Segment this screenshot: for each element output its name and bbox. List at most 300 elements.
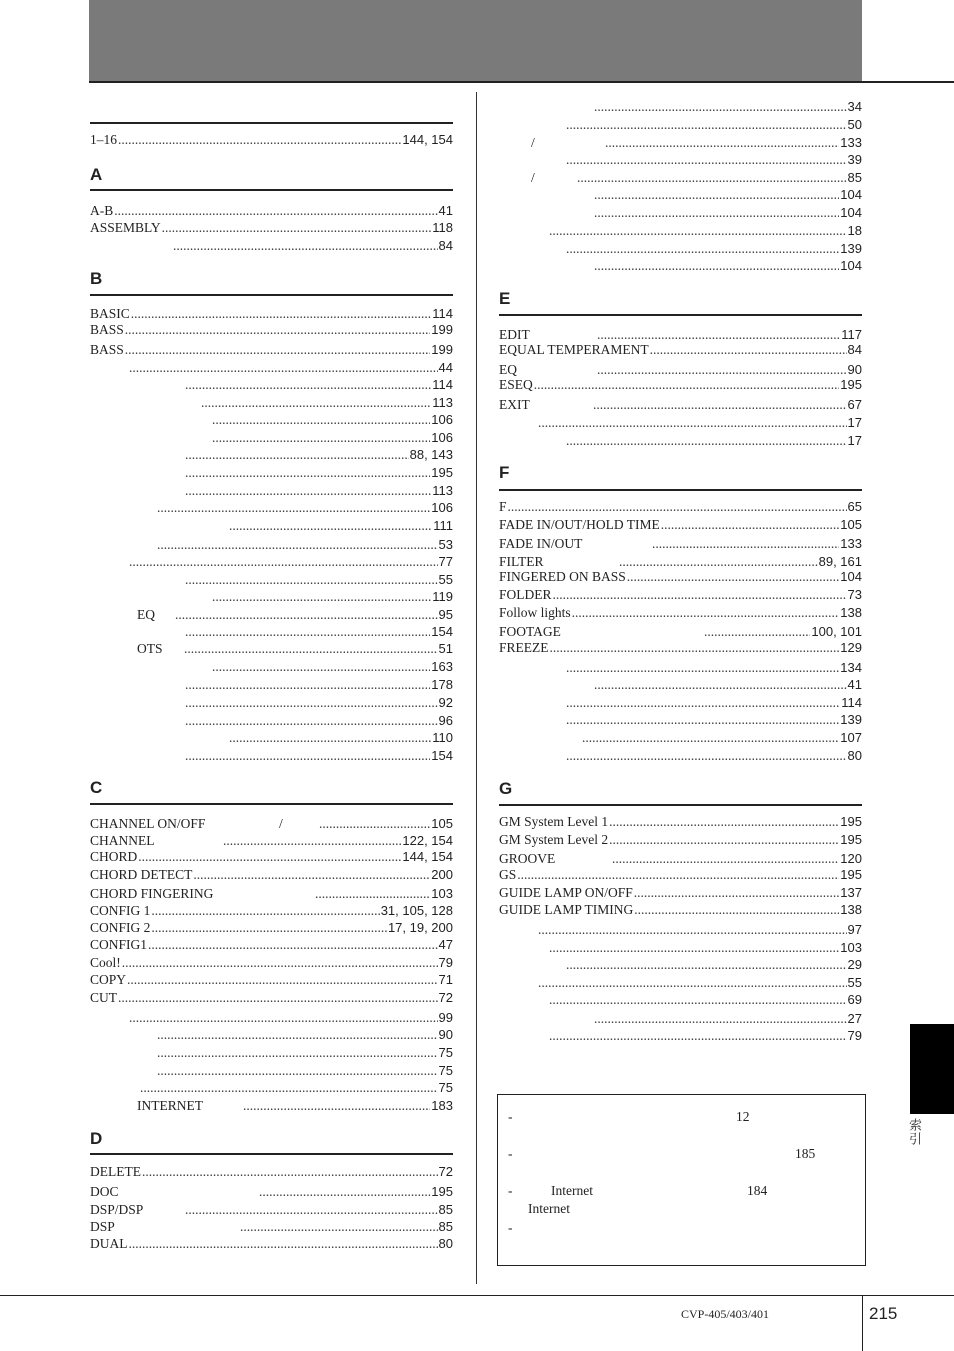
index-term: CHANNEL ON/OFF <box>90 816 206 831</box>
leader-dots <box>173 237 438 254</box>
index-entry <box>593 186 862 203</box>
index-term: FOOTAGE <box>499 624 561 639</box>
index-term: EDIT <box>499 327 530 342</box>
section-letter: G <box>499 779 513 798</box>
index-term: GS <box>499 867 517 882</box>
index-page-ref: 53 <box>438 537 453 552</box>
index-entry <box>499 884 862 901</box>
index-term: CHORD <box>90 849 138 864</box>
section-letter: D <box>90 1129 103 1148</box>
index-entry <box>211 658 453 675</box>
index-entry <box>184 571 453 588</box>
index-page-ref: 84 <box>847 342 862 357</box>
index-entry <box>499 376 862 393</box>
index-term: FOLDER <box>499 587 552 602</box>
index-page-ref: 104 <box>840 258 862 273</box>
index-page-ref: 41 <box>438 203 453 218</box>
leader-dots <box>577 169 847 186</box>
leader-dots <box>319 815 430 832</box>
index-page-ref: 97 <box>847 922 862 937</box>
leader-dots <box>582 729 839 746</box>
leader-dots <box>549 1027 847 1044</box>
index-page-ref: 79 <box>847 1028 862 1043</box>
index-term: OTS <box>137 641 163 656</box>
index-page-ref: 183 <box>431 1098 453 1113</box>
index-page-ref: 139 <box>840 712 862 727</box>
index-page-ref: 154 <box>431 748 453 763</box>
index-page-ref: 90 <box>847 362 862 377</box>
leader-dots <box>593 396 847 413</box>
index-page-ref: 144, 154 <box>402 132 453 147</box>
leader-dots <box>129 1235 438 1252</box>
note-line <box>508 1220 513 1236</box>
leader-dots <box>185 712 438 729</box>
index-page-ref: 73 <box>847 587 862 602</box>
leader-dots <box>162 219 432 236</box>
index-entry <box>499 535 862 552</box>
index-entry <box>499 604 862 621</box>
index-page-ref: 110 <box>432 730 453 745</box>
leader-dots <box>538 921 847 938</box>
index-entry <box>548 222 862 239</box>
index-term: CHANNEL <box>90 833 155 848</box>
footer-page-number: 215 <box>869 1304 898 1323</box>
index-entry <box>565 659 862 676</box>
index-entry <box>593 204 862 221</box>
leader-dots <box>661 516 840 533</box>
section-rule <box>499 314 862 316</box>
index-entry <box>565 694 862 711</box>
section-letter: B <box>90 269 103 288</box>
index-term: GM System Level 1 <box>499 814 609 829</box>
leader-dots <box>131 305 432 322</box>
index-entry <box>156 1044 453 1061</box>
index-page-ref: 50 <box>847 117 862 132</box>
index-entry <box>90 1218 453 1235</box>
note-bullet: - <box>508 1183 513 1198</box>
leader-dots <box>566 747 847 764</box>
index-page-ref: 47 <box>438 937 453 952</box>
note-internet-label: Internet <box>551 1183 593 1198</box>
index-term: CUT <box>90 990 117 1005</box>
leader-dots <box>148 936 438 953</box>
leader-dots <box>125 321 431 338</box>
index-entry <box>499 901 862 918</box>
leader-dots <box>151 919 387 936</box>
note-page-ref: 185 <box>795 1146 816 1161</box>
leader-dots <box>550 639 840 656</box>
leader-dots <box>240 1218 438 1235</box>
leader-dots <box>553 586 847 603</box>
index-page-ref: 90 <box>438 1027 453 1042</box>
index-entry <box>499 831 862 848</box>
leader-dots <box>566 956 847 973</box>
index-entry <box>184 482 453 499</box>
leader-dots <box>609 831 839 848</box>
leader-dots <box>612 850 839 867</box>
index-page-ref: 107 <box>840 730 862 745</box>
leader-dots <box>129 1009 438 1026</box>
section-rule <box>90 122 453 124</box>
footer-rule <box>0 1295 954 1296</box>
index-term: EXIT <box>499 397 530 412</box>
index-term: FINGERED ON BASS <box>499 569 626 584</box>
index-entry <box>137 606 453 623</box>
index-term: EQ <box>137 607 155 622</box>
index-entry <box>565 240 862 257</box>
leader-dots <box>594 1010 847 1027</box>
index-entry <box>565 116 862 133</box>
index-entry <box>499 586 862 603</box>
index-entry <box>90 1163 453 1180</box>
index-term: GUIDE LAMP TIMING <box>499 902 634 917</box>
index-entry <box>211 429 453 446</box>
index-term: Cool! <box>90 955 121 970</box>
index-page-ref: 51 <box>438 641 453 656</box>
index-entry <box>184 712 453 729</box>
index-page-ref: 195 <box>431 465 453 480</box>
index-page-ref: 96 <box>438 713 453 728</box>
leader-dots <box>142 1163 438 1180</box>
index-entry <box>90 1235 453 1252</box>
index-page-ref: 199 <box>431 342 453 357</box>
index-entry <box>90 815 453 832</box>
index-term: INTERNET <box>137 1098 203 1113</box>
index-term: Follow lights <box>499 605 571 620</box>
index-entry <box>211 588 453 605</box>
index-page-ref: 75 <box>438 1045 453 1060</box>
index-term: A-B <box>90 203 114 218</box>
index-entry <box>184 376 453 393</box>
index-term: CONFIG 2 <box>90 920 151 935</box>
leader-dots <box>229 729 431 746</box>
index-term: GROOVE <box>499 851 556 866</box>
leader-dots <box>243 1097 430 1114</box>
index-entry <box>90 919 453 936</box>
index-page-ref: 133 <box>840 135 862 150</box>
index-page-ref: 113 <box>432 483 453 498</box>
leader-dots <box>185 1201 438 1218</box>
index-entry <box>499 498 862 515</box>
leader-dots <box>594 204 839 221</box>
leader-dots <box>212 588 431 605</box>
index-term: 1–16 <box>90 132 117 147</box>
index-entry <box>90 885 453 902</box>
leader-dots <box>185 464 430 481</box>
index-entry <box>499 341 862 358</box>
leader-dots <box>185 571 438 588</box>
index-entry <box>90 202 453 219</box>
index-term: CONFIG1 <box>90 937 148 952</box>
index-term: DOC <box>90 1184 119 1199</box>
index-entry <box>581 729 862 746</box>
section-letter: A <box>90 165 103 184</box>
index-entry <box>228 729 453 746</box>
section-letter: F <box>499 463 510 482</box>
index-entry <box>499 568 862 585</box>
index-page-ref: 104 <box>840 205 862 220</box>
index-page-ref: 134 <box>840 660 862 675</box>
leader-dots <box>118 131 401 148</box>
index-entry <box>499 866 862 883</box>
index-entry <box>593 98 862 115</box>
index-page-ref: 17 <box>847 433 862 448</box>
leader-dots <box>566 694 840 711</box>
index-page-ref: 195 <box>840 377 862 392</box>
index-page-ref: 80 <box>847 748 862 763</box>
index-entry <box>90 954 453 971</box>
leader-dots <box>549 939 839 956</box>
header-rule <box>89 81 954 83</box>
index-entry <box>499 396 862 413</box>
index-entry <box>531 134 862 151</box>
leader-dots <box>609 813 839 830</box>
leader-dots <box>114 202 437 219</box>
leader-dots <box>534 376 840 393</box>
leader-dots <box>566 711 839 728</box>
index-page-ref: 114 <box>432 306 453 321</box>
index-page-ref: 85 <box>438 1202 453 1217</box>
leader-dots <box>594 257 839 274</box>
leader-dots <box>157 499 430 516</box>
index-page-ref: 72 <box>438 990 453 1005</box>
index-term: FADE IN/OUT <box>499 536 583 551</box>
index-page-ref: 79 <box>438 955 453 970</box>
index-entry <box>90 219 453 236</box>
index-page-ref: 106 <box>431 500 453 515</box>
index-entry <box>90 341 453 358</box>
index-page-ref: 138 <box>840 902 862 917</box>
index-entry <box>90 936 453 953</box>
leader-dots <box>212 429 430 446</box>
index-page-ref: 17 <box>847 415 862 430</box>
index-entry <box>565 432 862 449</box>
section-letter: C <box>90 778 103 797</box>
index-entry <box>537 974 862 991</box>
leader-dots <box>193 866 430 883</box>
index-page-ref: 71 <box>438 972 453 987</box>
leader-dots <box>259 1183 430 1200</box>
leader-dots <box>566 151 847 168</box>
index-entry <box>137 640 453 657</box>
index-page-ref: 85 <box>438 1219 453 1234</box>
note-line <box>508 1183 768 1199</box>
note-bullet: - <box>508 1146 513 1161</box>
index-term: FADE IN/OUT/HOLD TIME <box>499 517 660 532</box>
index-entry <box>139 1079 453 1096</box>
column-divider <box>476 92 477 1284</box>
index-side-label: 索引 <box>907 1118 922 1146</box>
index-page-ref: 65 <box>847 499 862 514</box>
note-line <box>508 1146 816 1162</box>
index-term: / <box>531 135 535 150</box>
index-page-ref: 103 <box>431 886 453 901</box>
leader-dots <box>652 535 839 552</box>
footer-model-name: CVP-405/403/401 <box>681 1307 770 1321</box>
index-entry <box>531 169 862 186</box>
index-entry <box>90 989 453 1006</box>
leader-dots <box>223 832 401 849</box>
index-term: FILTER <box>499 554 544 569</box>
index-term: / <box>531 170 535 185</box>
leader-dots <box>538 414 847 431</box>
index-entry <box>128 553 453 570</box>
index-page-ref: 104 <box>840 569 862 584</box>
index-page-ref: 195 <box>840 814 862 829</box>
index-entry <box>537 921 862 938</box>
section-rule <box>90 189 453 191</box>
index-term: GUIDE LAMP ON/OFF <box>499 885 633 900</box>
section-rule <box>90 294 453 296</box>
index-entry <box>90 1201 453 1218</box>
leader-dots <box>517 866 839 883</box>
index-page-ref: 114 <box>841 695 862 710</box>
index-entry <box>137 1097 453 1114</box>
index-page-ref: 195 <box>840 832 862 847</box>
index-page-ref: 113 <box>432 395 453 410</box>
note-page-ref: 184 <box>747 1183 768 1198</box>
index-entry <box>90 305 453 322</box>
index-term: BASS <box>90 322 124 337</box>
index-entry <box>184 747 453 764</box>
leader-dots <box>627 568 840 585</box>
leader-dots <box>157 1026 438 1043</box>
leader-dots <box>566 659 839 676</box>
index-page-ref: 195 <box>840 867 862 882</box>
index-entry <box>90 902 453 919</box>
index-entry <box>156 1062 453 1079</box>
index-page-ref: 199 <box>431 322 453 337</box>
index-page-ref: 106 <box>431 430 453 445</box>
section-rule <box>499 804 862 806</box>
index-page-ref: 95 <box>438 607 453 622</box>
index-page-ref: 154 <box>431 624 453 639</box>
leader-dots <box>157 536 438 553</box>
index-page-ref: 31, 105, 128 <box>380 903 453 918</box>
index-page-ref: 85 <box>847 170 862 185</box>
index-entry <box>90 832 453 849</box>
index-page-ref: 105 <box>840 517 862 532</box>
header-band <box>89 0 862 81</box>
index-entry <box>156 499 453 516</box>
index-page-ref: 67 <box>847 397 862 412</box>
index-page-ref: 27 <box>847 1011 862 1026</box>
index-entry <box>593 257 862 274</box>
leader-dots <box>315 885 430 902</box>
index-entry <box>90 131 453 148</box>
leader-dots <box>129 553 438 570</box>
leader-dots <box>185 694 438 711</box>
index-entry <box>499 516 862 533</box>
index-side-tab <box>910 1024 954 1114</box>
index-entry <box>90 866 453 883</box>
note-bullet: - <box>508 1220 513 1235</box>
index-term: DELETE <box>90 1164 141 1179</box>
index-term: EQ <box>499 362 517 377</box>
index-term: CHORD DETECT <box>90 867 193 882</box>
leader-dots <box>594 98 847 115</box>
index-term: CHORD FINGERING <box>90 886 214 901</box>
leader-dots <box>185 446 409 463</box>
index-page-ref: 114 <box>432 377 453 392</box>
index-entry <box>128 359 453 376</box>
note-box <box>497 1094 866 1266</box>
index-page-ref: 92 <box>438 695 453 710</box>
index-term: EQUAL TEMPERAMENT <box>499 342 649 357</box>
leader-dots <box>212 411 430 428</box>
index-entry <box>548 1027 862 1044</box>
index-page-ref: 99 <box>438 1010 453 1025</box>
index-term: ESEQ <box>499 377 533 392</box>
index-term: FREEZE <box>499 640 549 655</box>
index-entry <box>499 850 862 867</box>
note-continuation: Internet <box>528 1201 570 1216</box>
index-page-ref: 139 <box>840 241 862 256</box>
leader-dots <box>212 658 430 675</box>
leader-dots <box>118 989 438 1006</box>
index-page-ref: 117 <box>841 327 862 342</box>
index-term: DSP/DSP <box>90 1202 144 1217</box>
index-page-ref: 41 <box>847 677 862 692</box>
index-entry <box>565 747 862 764</box>
index-term-separator: / <box>279 816 283 831</box>
index-entry <box>565 711 862 728</box>
index-term: BASIC <box>90 306 130 321</box>
leader-dots <box>572 604 840 621</box>
index-page-ref: 55 <box>847 975 862 990</box>
index-page-ref: 129 <box>840 640 862 655</box>
section-rule <box>90 1153 453 1155</box>
index-entry <box>499 813 862 830</box>
index-term: DUAL <box>90 1236 128 1251</box>
index-entry <box>593 676 862 693</box>
index-entry <box>499 639 862 656</box>
index-page-ref: 163 <box>431 659 453 674</box>
index-page-ref: 75 <box>438 1063 453 1078</box>
index-page-ref: 105 <box>431 816 453 831</box>
leader-dots <box>538 974 847 991</box>
index-entry <box>90 321 453 338</box>
index-page-ref: 29 <box>847 957 862 972</box>
leader-dots <box>634 901 839 918</box>
leader-dots <box>185 623 430 640</box>
index-page-ref: 138 <box>840 605 862 620</box>
leader-dots <box>566 432 847 449</box>
leader-dots <box>184 640 438 657</box>
index-entry <box>184 623 453 640</box>
index-page-ref: 17, 19, 200 <box>387 920 453 935</box>
leader-dots <box>549 222 847 239</box>
leader-dots <box>508 498 847 515</box>
index-term: BASS <box>90 342 124 357</box>
index-page-ref: 69 <box>847 992 862 1007</box>
index-entry <box>548 939 862 956</box>
index-entry <box>548 991 862 1008</box>
index-page-ref: 100, 101 <box>811 624 862 639</box>
leader-dots <box>125 341 431 358</box>
section-letter: E <box>499 289 511 308</box>
index-page-ref: 133 <box>840 536 862 551</box>
index-page-ref: 55 <box>438 572 453 587</box>
index-page-ref: 88, 143 <box>409 447 453 462</box>
index-page-ref: 137 <box>840 885 862 900</box>
leader-dots <box>185 747 430 764</box>
index-entry <box>184 694 453 711</box>
index-term: F <box>499 499 507 514</box>
note-line <box>508 1109 750 1125</box>
index-entry <box>537 414 862 431</box>
leader-dots <box>129 359 438 376</box>
